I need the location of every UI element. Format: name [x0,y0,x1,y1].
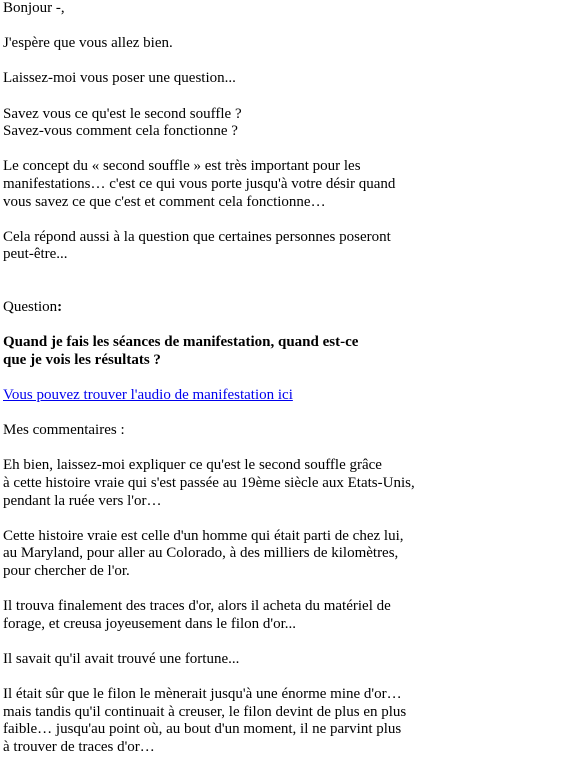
audio-link-paragraph [3,387,575,405]
paragraph-line: Le concept du « second souffle » est très important pour les [3,158,361,175]
paragraph-found-gold [3,598,575,633]
paragraph-line: à cette histoire vraie qui s'est passée au 19ème siècle aux Etats-Unis, [3,475,415,492]
comments-label [3,422,575,440]
paragraph-line: mais tandis qu'il continuait à creuser, le filon devint de plus en plus [3,703,407,720]
question-label: Question [3,299,58,316]
paragraph-line: Il trouva finalement des traces d'or, alors il acheta du matériel de [3,598,391,615]
paragraph-line: Il savait qu'il avait trouvé une fortune... [3,650,240,667]
paragraph-line: manifestations… c'est ce qui vous porte jusqu'à votre désir quand [3,175,396,192]
paragraph-line: pour chercher de l'or. [3,563,130,579]
question-line: que je vois les résultats ? [3,351,161,368]
paragraph-line: J'espère que vous allez bien. [3,35,173,52]
paragraph-line: au Maryland, pour aller au Colorado, à des milliers de kilomètres, [3,545,399,562]
question-colon: : [57,299,63,316]
paragraph-line: vous savez ce que c'est et comment cela fonctionne… [3,193,326,210]
paragraph-fortune [3,651,575,669]
greeting [3,0,575,18]
question-text [3,334,575,369]
paragraph-line: Savez vous ce qu'est le second souffle ? [3,105,242,122]
paragraph-line: Laissez-moi vous poser une question... [3,70,236,87]
email-body [3,0,575,774]
paragraph-line: Savez-vous comment cela fonctionne ? [3,123,238,140]
comments-label-line: Mes commentaires : [3,422,125,439]
question-heading-line [3,299,575,317]
paragraph-line: peut-être... [3,246,68,263]
paragraph-vein-fades [3,686,575,756]
paragraph-answer [3,229,575,264]
paragraph-line: pendant la ruée vers l'or… [3,492,162,509]
paragraph-line: faible… jusqu'au point où, au bout d'un moment, il ne parvint plus [3,721,402,738]
paragraph-explain [3,457,575,510]
paragraph-true-story [3,528,575,581]
manifestation-audio-link[interactable]: Vous pouvez trouver l'audio de manifestation ici [3,387,293,404]
question-line: Quand je fais les séances de manifestation, quand est-ce [3,334,359,351]
paragraph-line: forage, et creusa joyeusement dans le filon d'or... [3,615,297,632]
paragraph-line: Cette histoire vraie est celle d'un homme qui était parti de chez lui, [3,527,404,544]
paragraph-concept [3,158,575,211]
paragraph-line: à trouver de traces d'or… [3,738,155,755]
paragraph-line: Cela répond aussi à la question que certaines personnes poseront [3,228,391,245]
blank-line [3,282,575,300]
paragraph-second-wind-questions [3,106,575,141]
question-heading [3,299,575,317]
greeting-line: Bonjour -, [3,0,65,16]
paragraph-ask-question [3,70,575,88]
paragraph-line: Il était sûr que le filon le mènerait jusqu'à une énorme mine d'or… [3,686,402,703]
paragraph-wellbeing [3,35,575,53]
paragraph-line: Eh bien, laissez-moi expliquer ce qu'est le second souffle grâce [3,457,382,474]
